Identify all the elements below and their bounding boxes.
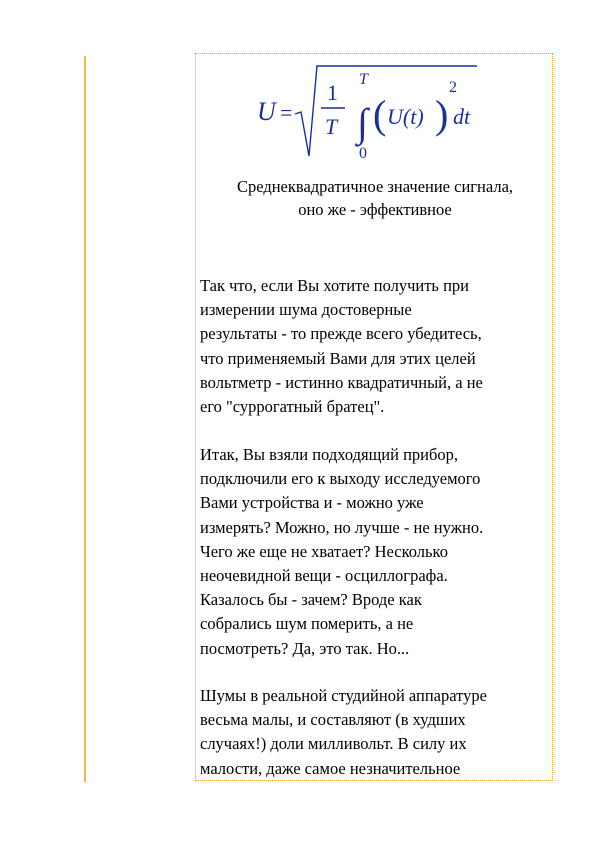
text-line: измерять? Можно, но лучше - не нужно. <box>200 517 484 537</box>
text-line: Казалось бы - зачем? Вроде как <box>200 590 422 610</box>
formula-equals: = <box>280 100 293 125</box>
right-paren: ) <box>435 92 449 137</box>
formula-numerator: 1 <box>327 80 338 105</box>
integral-upper-limit: T <box>359 71 368 88</box>
text-line: результаты - то прежде всего убедитесь, <box>200 324 482 344</box>
left-paren: ( <box>373 92 387 137</box>
text-line: Шумы в реальной студийной аппаратуре <box>200 686 487 705</box>
formula-lhs: U <box>257 97 276 126</box>
paragraph-2 <box>200 443 552 661</box>
paragraph-3 <box>200 684 552 781</box>
text-line: малости, даже самое незначительное <box>200 758 461 778</box>
left-margin-rule <box>84 56 86 782</box>
text-line: Так что, если Вы хотите получить при <box>200 276 469 295</box>
text-line: измерении шума достоверные <box>200 300 412 320</box>
text-line: его "суррогатный братец". <box>200 397 385 417</box>
text-line: что применяемый Вами для этих целей <box>200 348 476 368</box>
text-line: подключили его к выходу исследуемого <box>200 469 481 489</box>
text-line: весьма малы, и составляют (в худших <box>200 710 466 730</box>
formula-denominator: T <box>325 114 338 139</box>
caption-line: Среднеквадратичное значение сигнала, <box>236 177 514 196</box>
text-line: посмотреть? Да, это так. Но... <box>200 638 410 658</box>
integral-lower-limit: 0 <box>359 145 367 162</box>
text-line: Чего же еще не хватает? Несколько <box>200 541 448 561</box>
text-line: вольтметр - истинно квадратичный, а не <box>200 372 483 392</box>
rms-formula <box>255 62 485 164</box>
text-line: собрались шум померить, а не <box>200 614 414 634</box>
text-line: неочевидной вещи - осциллографа. <box>200 566 448 586</box>
formula-differential: dt <box>453 104 471 129</box>
caption-line: оно же - эффективное <box>298 200 452 219</box>
formula-integrand: U(t) <box>387 104 424 129</box>
text-line: Вами устройства и - можно уже <box>200 493 424 513</box>
text-line: Итак, Вы взяли подходящий прибор, <box>200 445 459 464</box>
formula-caption <box>198 175 552 221</box>
text-line: случаях!) доли милливольт. В силу их <box>200 734 467 754</box>
integral-sign: ∫ <box>357 100 368 145</box>
paragraph-1 <box>200 274 552 419</box>
formula-power: 2 <box>449 79 457 96</box>
